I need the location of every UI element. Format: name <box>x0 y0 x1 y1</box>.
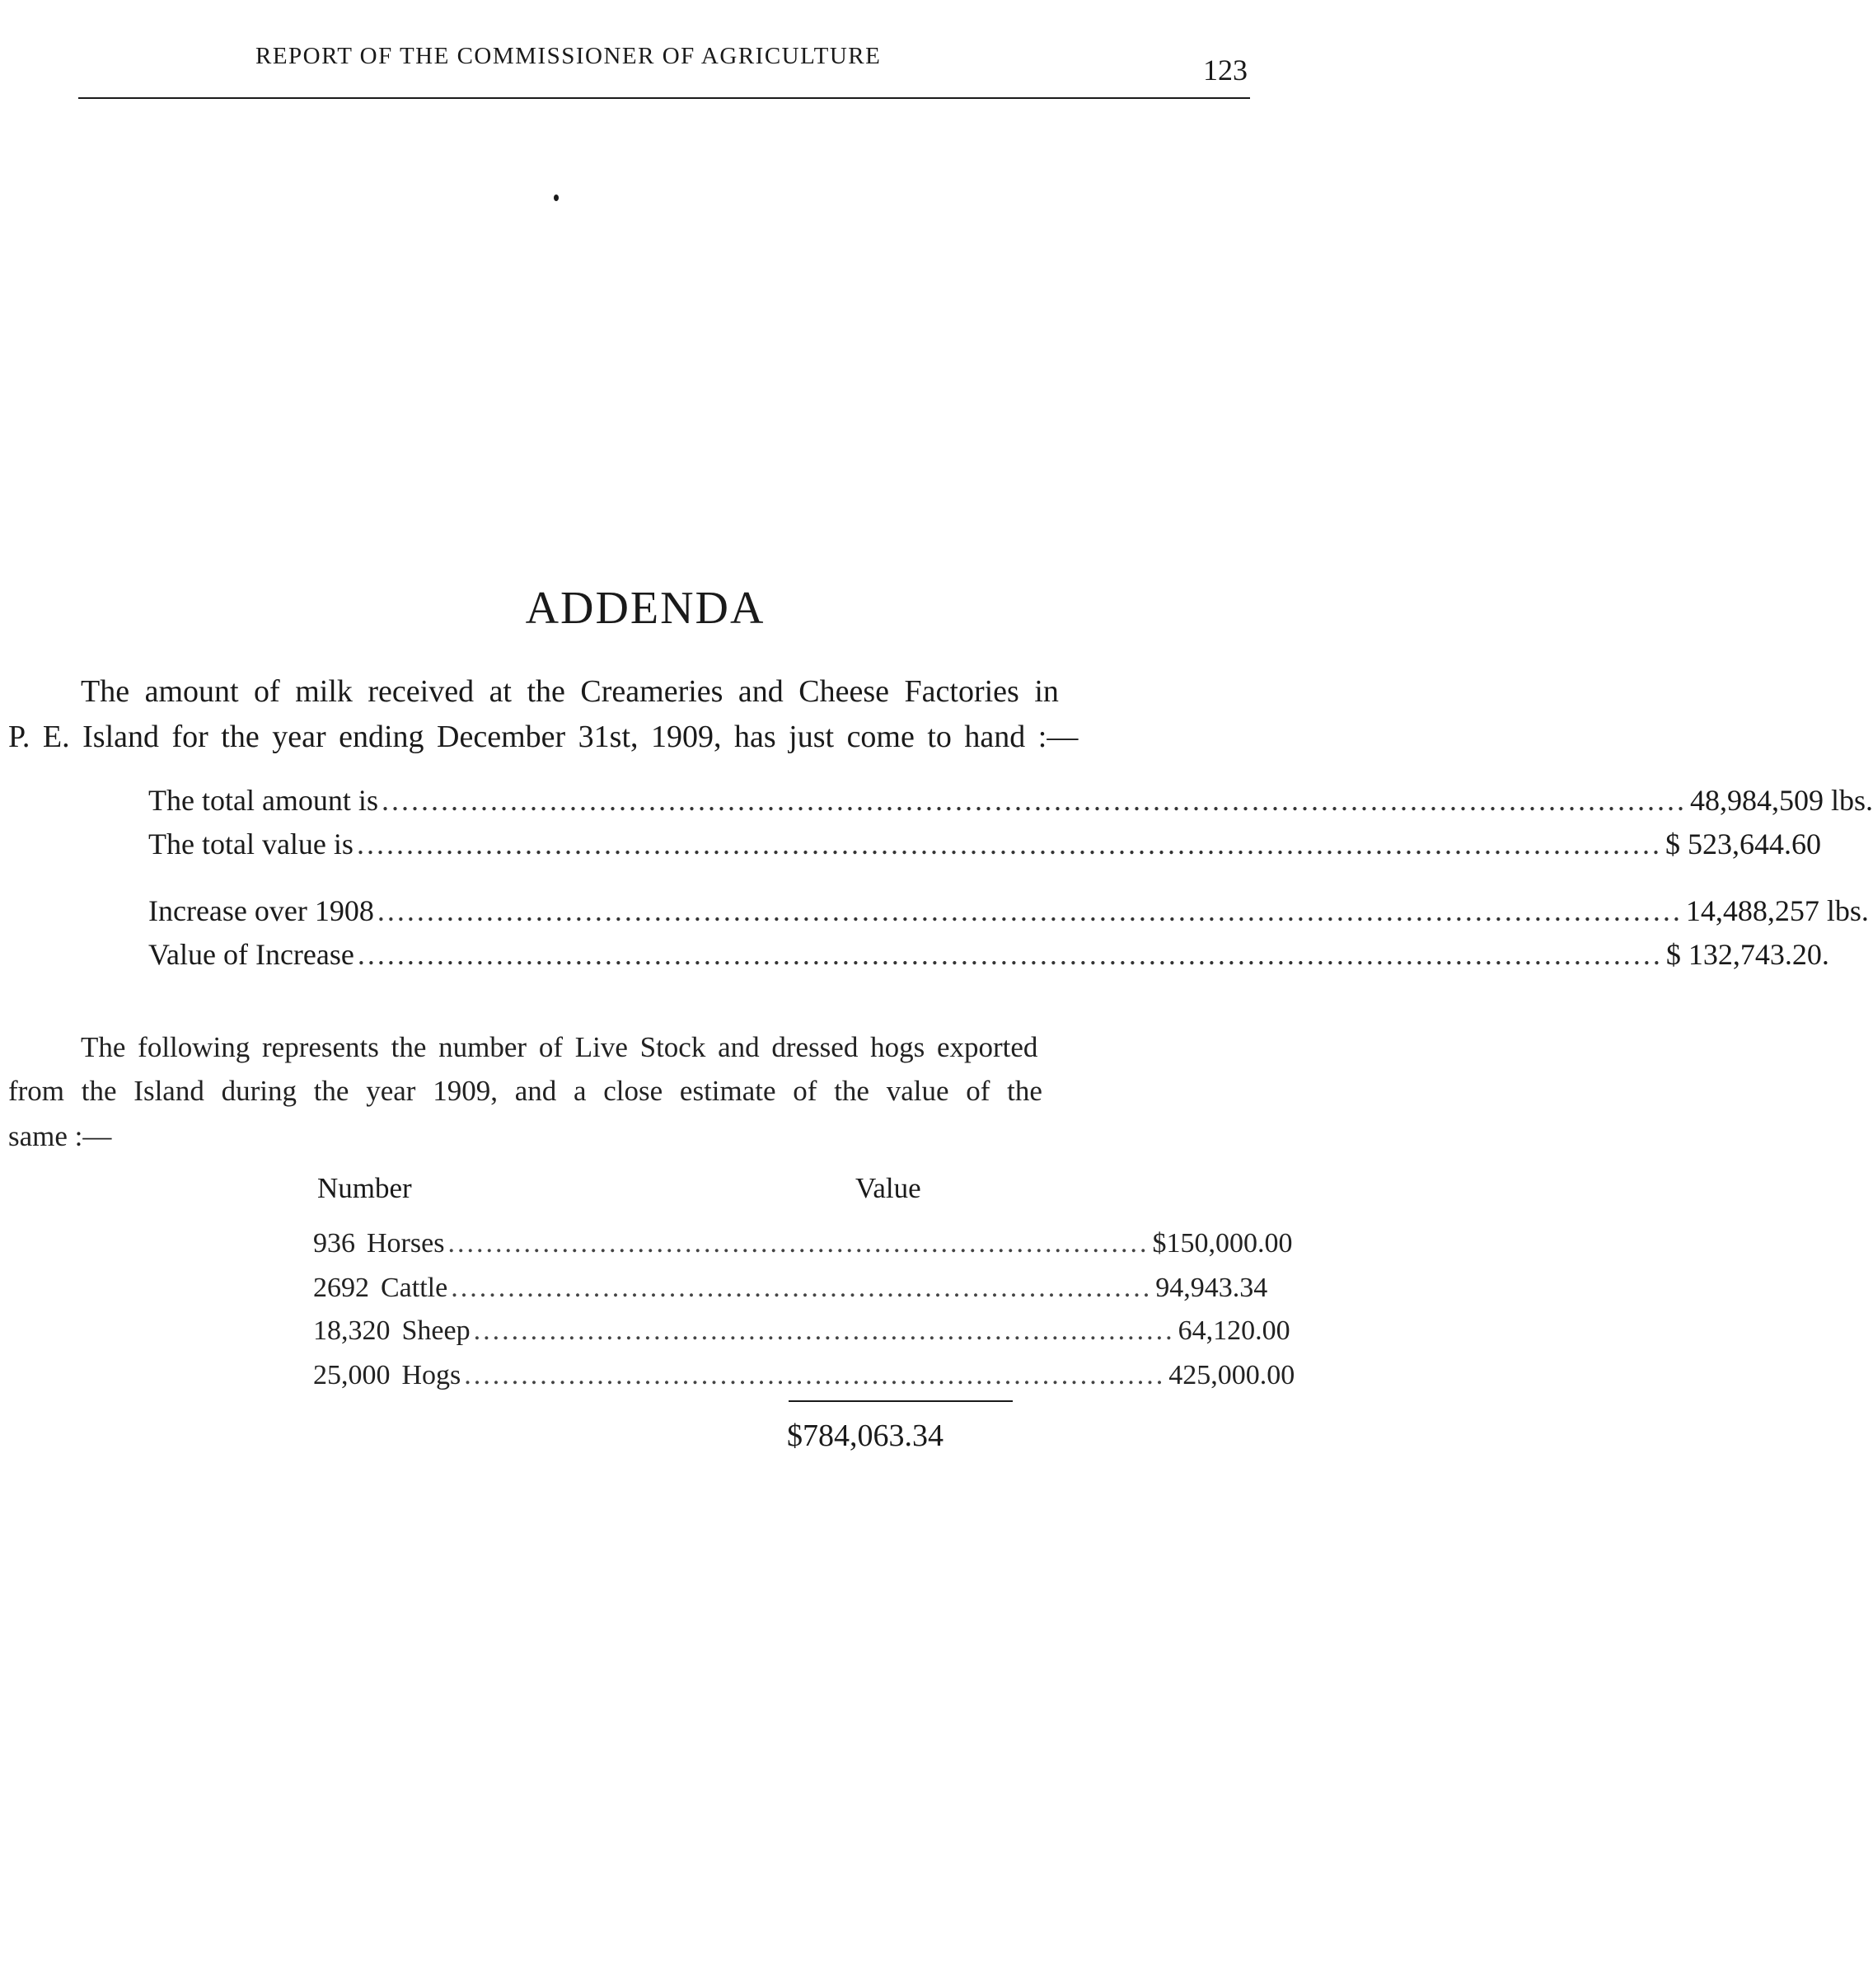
leader-dots: .................................................................................................................................... <box>357 938 1663 971</box>
table-row <box>313 1273 1268 1312</box>
milk-figure-label: Value of Increase <box>148 938 354 971</box>
column-header-number: Number <box>317 1172 412 1204</box>
leader-dots: .................................................................................................................................... <box>377 894 1683 927</box>
milk-increase-value-row <box>148 937 1829 972</box>
milk-paragraph-line: P. E. Island for the year ending December 31st, 1909, has just come to hand :— <box>8 720 1079 754</box>
leader-dots: .......................................................................... <box>473 1315 1175 1346</box>
total-rule <box>789 1400 1013 1402</box>
livestock-value: 64,120.00 <box>1178 1315 1290 1346</box>
leader-dots: .......................................................................... <box>451 1273 1153 1303</box>
milk-figure-value: 14,488,257 lbs. <box>1685 894 1869 927</box>
milk-figure-label: The total value is <box>148 828 354 860</box>
header-rule <box>78 97 1250 99</box>
table-row <box>313 1315 1290 1355</box>
livestock-number: 18,320 <box>313 1315 391 1346</box>
livestock-kind: Horses <box>367 1228 445 1259</box>
stray-dot <box>554 195 559 201</box>
milk-total-value-row <box>148 827 1821 861</box>
table-row <box>313 1228 1293 1268</box>
milk-figure-value: $ 523,644.60 <box>1665 828 1821 860</box>
livestock-kind: Hogs <box>401 1360 461 1390</box>
milk-increase-row <box>148 893 1869 928</box>
livestock-number: 2692 <box>313 1273 369 1303</box>
livestock-value: $150,000.00 <box>1152 1228 1293 1259</box>
milk-figure-value: $ 132,743.20. <box>1665 938 1829 971</box>
milk-paragraph-line: The amount of milk received at the Creameries and Cheese Factories in <box>81 674 1059 709</box>
livestock-value: 94,943.34 <box>1155 1273 1268 1303</box>
livestock-number: 25,000 <box>313 1360 391 1390</box>
livestock-number: 936 <box>313 1228 355 1259</box>
table-row <box>313 1360 1295 1400</box>
livestock-kind: Sheep <box>401 1315 471 1346</box>
milk-figure-label: Increase over 1908 <box>148 894 374 927</box>
leader-dots: .................................................................................................................................... <box>381 784 1687 817</box>
livestock-value: 425,000.00 <box>1168 1360 1295 1390</box>
leader-dots: .......................................................................... <box>464 1360 1166 1390</box>
milk-total-amount-row <box>148 783 1873 818</box>
milk-figure-value: 48,984,509 lbs. <box>1689 784 1873 817</box>
milk-figure-label: The total amount is <box>148 784 378 817</box>
leader-dots: .......................................................................... <box>447 1228 1150 1259</box>
leader-dots: .................................................................................................................................... <box>356 828 1662 860</box>
livestock-paragraph-line: The following represents the number of Live Stock and dressed hogs exported <box>81 1031 1038 1063</box>
page-title: ADDENDA <box>525 583 766 634</box>
livestock-paragraph-line: from the Island during the year 1909, and a close estimate of the value of the <box>8 1075 1042 1107</box>
livestock-paragraph-line: same :— <box>8 1120 112 1152</box>
livestock-total: $784,063.34 <box>787 1418 944 1453</box>
column-header-value: Value <box>855 1172 921 1204</box>
page-number: 123 <box>1203 54 1248 87</box>
livestock-kind: Cattle <box>381 1273 448 1303</box>
running-head: REPORT OF THE COMMISSIONER OF AGRICULTURE <box>255 43 882 69</box>
